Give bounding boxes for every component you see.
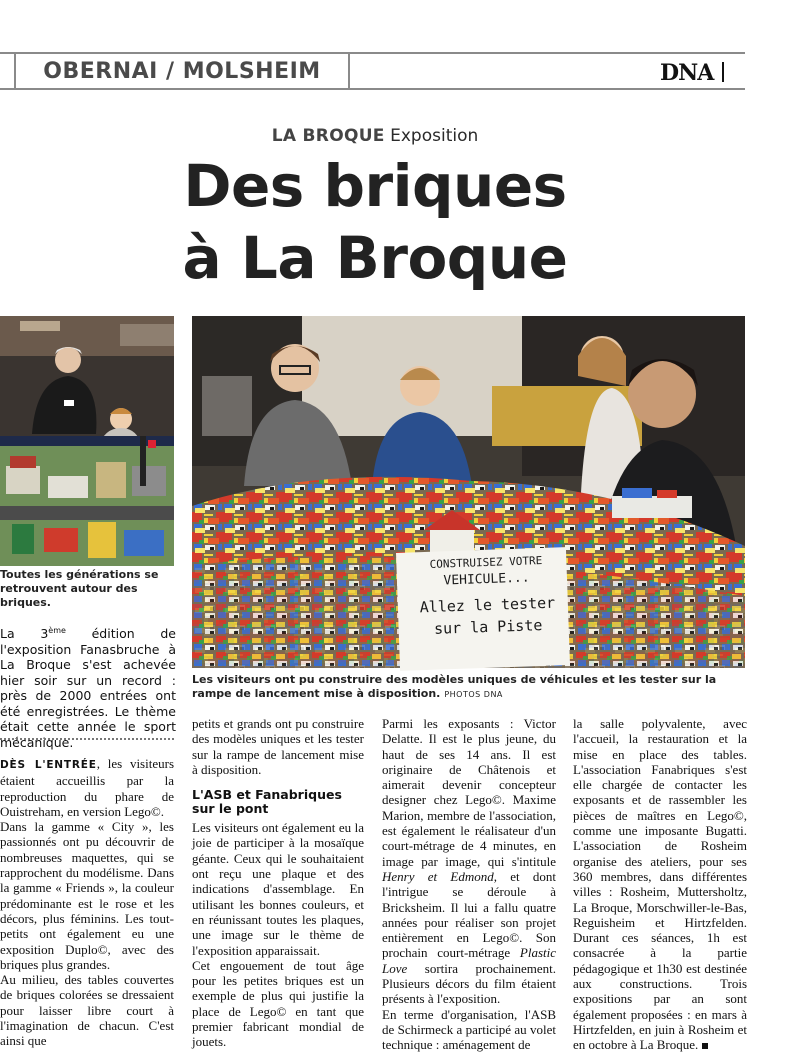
col3-p1-c: sortira prochainement. Plusieurs décors du film étaient présents à l'exposition. [382, 960, 556, 1007]
col1-paragraph-3: Au milieu, des tables couvertes de briques colorées se dressaient pour laisser libre court à l'imagination de chacun. C'est ainsi que [0, 972, 174, 1049]
caption-left: Toutes les générations se retrouvent autour des briques. [0, 568, 159, 609]
col3-p1-a: Parmi les exposants : Victor Delatte. Il est le plus jeune, du haut de ses 14 ans. Il est originaire de Châtenois et aimerait devenir concepteur designer chez Lego©. Maxime Marion, membre de l'association, est également le réalisateur d'un court-métrage de 4 minutes, en image par image, qui s'intitule [382, 716, 556, 869]
col3-paragraph-2: En terme d'organisation, l'ASB de Schirmeck a participé au volet technique : aménagement de [382, 1006, 556, 1053]
sign-line-1: CONSTRUISEZ VOTRE [429, 554, 543, 571]
column-4 [573, 716, 747, 1053]
kicker-topic: Exposition [390, 126, 479, 146]
header-divider-left [14, 54, 16, 88]
film-title-2: Plastic Love [382, 945, 556, 976]
film-title-1: Henry et Edmond [382, 868, 494, 884]
chapeau-start: La 3 [0, 626, 49, 641]
header-rule-bottom [0, 88, 745, 90]
column-3 [382, 716, 556, 1053]
col3-p1-b: , et dont l'intrigue se déroule à Bricksheim. Il lui a fallu quatre années pour réaliser son projet entièrement en Lego©. Son prochain court-métrage [382, 868, 557, 961]
column-2 [192, 716, 364, 1050]
end-mark-icon [702, 1043, 708, 1049]
masthead-logo: DNA [660, 60, 714, 86]
headline-line-1: Des briques [183, 152, 567, 220]
headline-line-2: à La Broque [182, 224, 568, 292]
chapeau [0, 626, 176, 750]
caption-main-text: Les visiteurs ont pu construire des modèles uniques de véhicules et les tester sur la rampe de lancement mise à disposition. [192, 673, 717, 700]
photo-sign [401, 552, 574, 638]
photo-left [0, 316, 174, 566]
photo-left-illustration [0, 316, 174, 566]
caption-main [192, 673, 745, 702]
col1-paragraph-2: Dans la gamme « City », les passionnés ont pu découvrir de nombreuses maquettes, qui se rapprochent du modélisme. Dans la gamme « Friends », la couleur prédominante est le rose et les décors, plus féminins. Les tout-petits ont également eu une exposition Duplo©, avec des briques plus grandes. [0, 819, 174, 972]
col2-paragraph-3: Cet engouement de tout âge pour les petites briques est un exemple de plus qui justifie la place de Lego© en tant que premier fabricant mondial de jouets. [192, 957, 364, 1050]
col1-paragraph-1 [0, 756, 174, 819]
masthead-bar [722, 62, 724, 82]
col2-paragraph-2: Les visiteurs ont également eu la joie de participer à la mosaïque géante. Ceux qui le souhaitaient ont reçu une plaque et des indications d'assemblage. En utilisant les bonnes couleurs, et en réunissant toutes les plaques, une image sur le thème de l'exposition apparaissait. [192, 820, 364, 958]
sign-line-3: Allez le tester [419, 593, 556, 617]
col1-p1-text: , les visiteurs étaient accueillis par la reproduction du phare de Ouistreham, en version Lego©. [0, 756, 174, 819]
photo-credit: PHOTOS DNA [444, 690, 503, 699]
lead-in: DÈS L'ENTRÉE [0, 759, 97, 771]
header-rule-top [0, 52, 745, 54]
sign-line-4: sur la Piste [433, 616, 543, 638]
col4-p1-text: la salle polyvalente, avec l'accueil, la restauration et la mise en place des tables. L'association Fanabriques s'est elle chargée de contacter les exposants et de rassembler les pièces de maîtres en Lego©, comme une imposante Bugatti. L'association de Rosheim organise des ateliers, pour ses 360 membres, dans différentes villes : Rosheim, Muttersholtz, La Broque, Morschwiller-le-Bas, Reguisheim et Hirtzfelden. Durant ces séances, 1h est consacrée à la partie pédagogique et 1h30 est destinée aux constructions. Trois expositions par an sont également proposées : en mars à Hirtzfelden, en juin à Rosheim et en octobre à La Broque. [573, 716, 747, 1053]
chapeau-separator [0, 738, 174, 740]
kicker-place: LA BROQUE [271, 126, 385, 146]
chapeau-sup: ème [48, 625, 66, 635]
column-1 [0, 756, 174, 1049]
col4-paragraph-1 [573, 716, 747, 1053]
col3-paragraph-1 [382, 716, 556, 1007]
section-title: OBERNAI / MOLSHEIM [43, 58, 321, 84]
chapeau-rest: édition de l'exposition Fanasbruche à La Broque s'est achevée hier soir sur un record : près de 2000 entrées ont été enregistrées. Le thème était cette année le sport mécanique. [0, 626, 176, 750]
headline [150, 150, 600, 294]
subheading: L'ASB et Fanabriques sur le pont [192, 787, 342, 817]
kicker [180, 126, 570, 146]
col2-paragraph-1: petits et grands ont pu construire des modèles uniques et les tester sur la rampe de lancement mise à disposition. [192, 716, 364, 777]
sign-line-2: VEHICULE... [443, 570, 530, 589]
header-divider-right [348, 54, 350, 88]
